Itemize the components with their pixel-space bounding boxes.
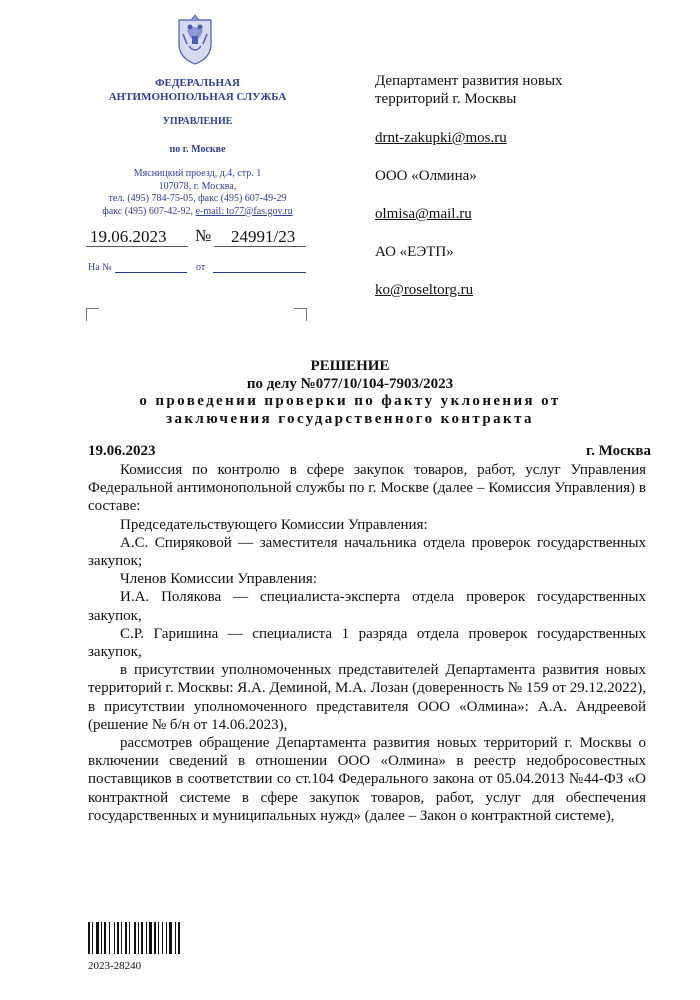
recipient-email-link[interactable]: ko@roseltorg.ru xyxy=(375,282,474,298)
body-paragraph: С.Р. Гаришина — специалиста 1 разряда отдела проверок государственных закупок, xyxy=(88,625,646,661)
body-paragraph: в присутствии уполномоченных представителей Департамента развития новых территорий г. Москвы: Я.А. Деминой, М.А. Лозан (доверенность № 159 от 29.12.2022), в присутствии уполномоченного представителя ООО «Олмина»: А.А. Андреевой (решение № б/н от 14.06.2023), xyxy=(88,662,646,733)
agency-line2: АНТИМОНОПОЛЬНАЯ СЛУЖБА xyxy=(108,91,287,103)
body-paragraph: А.С. Спиряковой — заместителя начальника отдела проверок государственных закупок; xyxy=(88,534,646,570)
decision-title xyxy=(40,358,660,428)
recipient-line: территорий г. Москвы xyxy=(375,91,517,107)
address-line1: Мясницкий проезд, д.4, стр. 1 xyxy=(133,168,262,179)
recipient-department xyxy=(375,72,675,108)
outgoing-date: 19.06.2023 xyxy=(90,227,167,246)
decision-body xyxy=(88,461,646,825)
barcode-icon xyxy=(88,922,228,954)
address-corner-right xyxy=(294,308,307,321)
body-paragraph: рассмотрев обращение Департамента развития новых территорий г. Москвы о включении сведений в отношении ООО «Олмина» в реестр недобросовестных поставщиков в соответствии со ст.104 Федерального закона от 05.04.2013 №44-ФЗ «О контрактной системе в сфере закупок товаров, работ, услуг для обеспечения государственных и муниципальных нужд» (далее – Закон о контрактной системе), xyxy=(88,735,646,824)
body-paragraph: И.А. Полякова — специалиста-эксперта отдела проверок государственных закупок, xyxy=(88,589,646,624)
from-label: от xyxy=(196,262,206,273)
outgoing-number: 24991/23 xyxy=(231,227,296,246)
recipient-company: ООО «Олмина» xyxy=(375,168,477,184)
address-line4 xyxy=(75,206,320,219)
title-line: РЕШЕНИЕ xyxy=(310,358,390,374)
reply-to-line xyxy=(115,272,187,273)
department-city: по г. Москве xyxy=(169,144,226,155)
title-line: заключения государственного контракта xyxy=(166,410,534,427)
date-underline xyxy=(86,246,188,247)
fax-text: факс (495) 607-42-92, xyxy=(102,205,196,217)
recipient-email-link[interactable]: drnt-zakupki@mos.ru xyxy=(375,130,507,146)
from-line xyxy=(213,272,306,273)
title-line: о проведении проверки по факту уклонения от xyxy=(139,393,561,409)
decision-city: г. Москва xyxy=(586,443,651,459)
number-underline xyxy=(214,246,306,247)
address-block xyxy=(75,168,320,218)
department-label: УПРАВЛЕНИЕ xyxy=(162,116,233,127)
agency-email-link[interactable]: e-mail: to77@fas.gov.ru xyxy=(195,205,293,217)
address-corner-left xyxy=(86,308,99,321)
decision-date: 19.06.2023 xyxy=(88,443,156,459)
address-line3: тел. (495) 784-75-05, факс (495) 607-49-29 xyxy=(108,193,287,204)
body-paragraph: Членов Комиссии Управления: xyxy=(120,571,317,588)
recipient-company: АО «ЕЭТП» xyxy=(375,244,454,260)
recipient-line: Департамент развития новых xyxy=(375,73,563,89)
reply-to-label: На № xyxy=(88,262,112,273)
number-sign: № xyxy=(195,226,212,245)
agency-line1: ФЕДЕРАЛЬНАЯ xyxy=(155,77,240,89)
body-paragraph: Комиссия по контролю в сфере закупок товаров, работ, услуг Управления Федеральной антимонопольной службы по г. Москве (далее – Комиссия Управления) в составе: xyxy=(88,462,646,515)
body-paragraph: Председательствующего Комиссии Управления: xyxy=(120,516,428,533)
coat-of-arms-icon xyxy=(173,14,217,66)
title-line: по делу №077/10/104-7903/2023 xyxy=(246,375,454,392)
agency-name xyxy=(75,76,320,104)
recipient-email-link[interactable]: olmisa@mail.ru xyxy=(375,206,472,222)
address-line2: 107078, г. Москва, xyxy=(158,180,237,192)
recipients-block xyxy=(375,72,675,299)
registration-number: 2023-28240 xyxy=(88,960,142,972)
